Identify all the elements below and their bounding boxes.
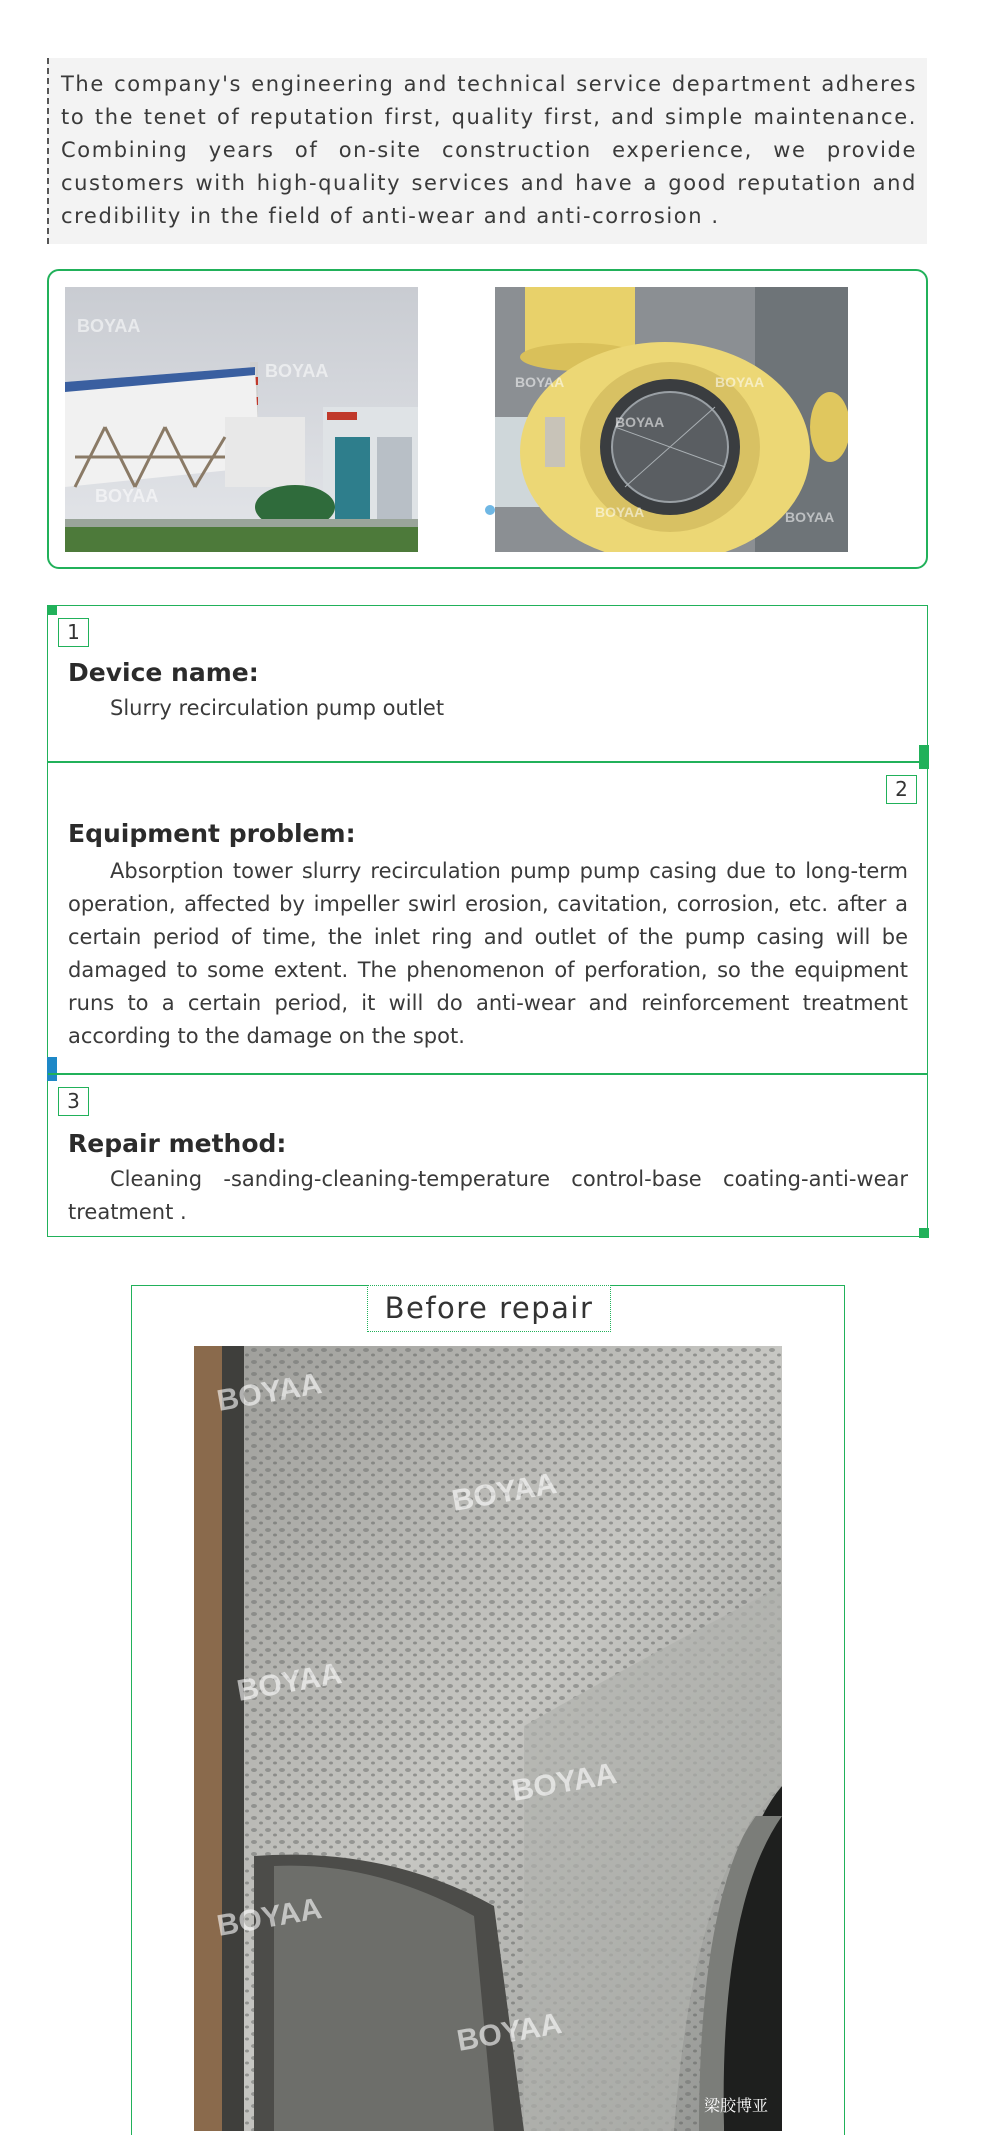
power-plant-photo[interactable]: [65, 287, 418, 552]
svg-text:BOYAA: BOYAA: [715, 374, 765, 390]
section-number: 1: [58, 618, 89, 647]
svg-text:BOYAA: BOYAA: [785, 509, 835, 525]
svg-text:BOYAA: BOYAA: [615, 414, 665, 430]
svg-text:BOYAA: BOYAA: [265, 361, 329, 381]
repair-method-section: [48, 1073, 927, 1238]
damaged-pump-casing-photo[interactable]: [194, 1346, 782, 2131]
photo-gallery: [47, 269, 928, 569]
section-body: Cleaning -sanding-cleaning-temperature control-base coating-anti-wear treatment .: [68, 1167, 908, 1224]
watermark-text: BOYAA: [77, 316, 141, 336]
section-number: 3: [58, 1087, 89, 1116]
intro-text: The company's engineering and technical service department adheres to the tenet of reputation first, quality first, and simple maintenance. Combining years of on-site construction experience, we provide customers with high-quality services and have a good reputation and credibility in the field of anti-wear and anti-corrosion .: [61, 72, 917, 228]
section-body: Absorption tower slurry recirculation pump pump casing due to long-term operation, affected by impeller swirl erosion, cavitation, corrosion, etc. after a certain period of time, the inlet ring and outlet of the pump casing will be damaged to some extent. The phenomenon of perforation, so the equipment runs to a certain period, it will do anti-wear and reinforcement treatment according to the damage on the spot.: [68, 859, 908, 1048]
repair-info-box: [47, 605, 928, 1237]
svg-text:BOYAA: BOYAA: [214, 1892, 325, 1943]
photo-caption: 梁胶博亚: [704, 2096, 769, 2115]
svg-text:BOYAA: BOYAA: [509, 1757, 620, 1808]
svg-text:BOYAA: BOYAA: [595, 504, 645, 520]
svg-text:BOYAA: BOYAA: [454, 2007, 565, 2058]
equipment-problem-section: [48, 761, 927, 1073]
section-number: 2: [886, 775, 917, 804]
svg-text:BOYAA: BOYAA: [95, 486, 159, 506]
before-repair-block: [131, 1285, 845, 2135]
pump-photo[interactable]: [495, 287, 848, 552]
carousel-dot[interactable]: [485, 505, 495, 515]
section-heading: Repair method:: [68, 1129, 287, 1158]
section-heading: Equipment problem:: [68, 819, 356, 848]
device-name-section: [48, 606, 927, 761]
intro-block: [47, 58, 927, 244]
svg-text:BOYAA: BOYAA: [515, 374, 565, 390]
svg-text:BOYAA: BOYAA: [449, 1467, 560, 1518]
section-body: Slurry recirculation pump outlet: [110, 696, 445, 720]
before-repair-title: Before repair: [367, 1285, 611, 1332]
section-heading: Device name:: [68, 658, 259, 687]
svg-text:BOYAA: BOYAA: [234, 1657, 345, 1708]
svg-text:BOYAA: BOYAA: [214, 1367, 325, 1418]
